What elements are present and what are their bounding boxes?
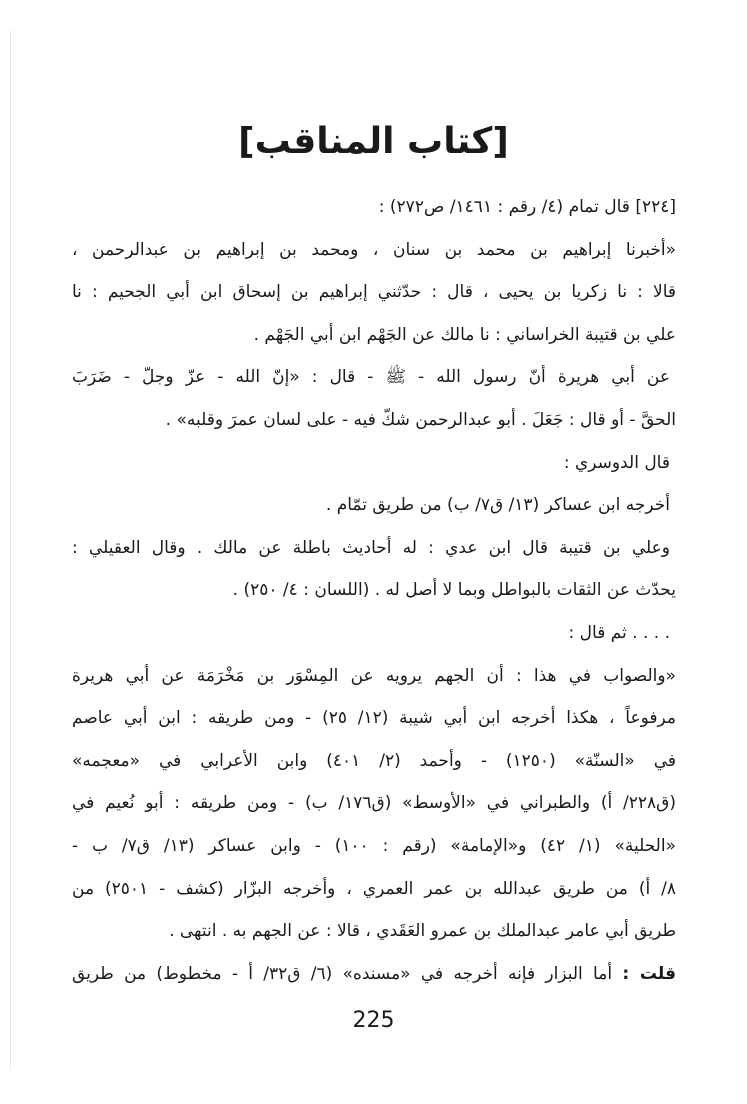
text-line-3: قالا : نا زكريا بن يحيى ، قال : حدّثني إبراهيم بن إسحاق ابن أبي الجحيم : نا [72, 282, 676, 303]
text-line-19 [72, 953, 676, 996]
text-line-8: أخرجه ابن عساكر (١٣/ ق٧/ ب) من طريق تمّام . [325, 495, 670, 516]
text-line-4: علي بن قتيبة الخراساني : نا مالك عن الجَهْم ابن أبي الجَهْم . [253, 324, 676, 345]
page-edge-line [10, 30, 11, 1070]
text-line-9: وعلي بن قتيبة قال ابن عدي : له أحاديث باطلة عن مالك . وقال العقيلي : [72, 537, 670, 558]
text-line-17: ٨/ أ) من طريق عبدالله بن عمر العمري ، وأخرجه البزّار (كشف - ٢٥٠١) من [72, 878, 676, 899]
text-line-15: (ق٢٢٨/ أ) والطبراني في «الأوسط» (ق١٧٦/ ب) - ومن طريقه : أبو نُعيم في [72, 793, 676, 814]
text-line-13: مرفوعاً ، هكذا أخرجه ابن أبي شيبة (١٢/ ٢٥) - ومن طريقه : ابن أبي عاصم [72, 708, 676, 729]
text-line-6: الحقَّ - أو قال : جَعَلَ . أبو عبدالرحمن شكّ فيه - على لسان عمرَ وقلبه» . [165, 409, 676, 430]
qult-text: أما البزار فإنه أخرجه في «مسنده» (٦/ ق٣٢/ أ - مخطوط) من طريق [72, 963, 623, 984]
text-line-2: «أخبرنا إبراهيم بن محمد بن سنان ، ومحمد بن إبراهيم بن عبدالرحمن ، [72, 239, 676, 260]
body-text [72, 186, 676, 995]
text-line-1: [٢٢٤] قال تمام (٤/ رقم : ١٤٦١/ ص٢٧٢) : [378, 197, 676, 217]
text-line-12: «والصواب في هذا : أن الجهم يرويه عن المِسْوَر بن مَخْرَمَة عن أبي هريرة [72, 665, 676, 686]
text-line-14: في «السنّة» (١٢٥٠) - وأحمد (٢/ ٤٠١) وابن الأعرابي في «معجمه» [72, 750, 676, 771]
text-line-5: عن أبي هريرة أنّ رسول الله - ﷺ - قال : «إنّ الله - عزّ وجلّ - ضَرَبَ [72, 367, 670, 388]
qult-label: قلت : [622, 963, 676, 984]
page-number: 225 [352, 1008, 395, 1033]
chapter-title: [كتاب المناقب] [238, 121, 509, 162]
text-line-16: «الحلية» (١/ ٤٢) و«الإمامة» (رقم : ١٠٠) - وابن عساكر (١٣/ ق٧/ ب - [72, 835, 676, 856]
text-line-7: قال الدوسري : [563, 452, 670, 473]
text-line-10: يحدّث عن الثقات بالبواطل وبما لا أصل له . (اللسان : ٤/ ٢٥٠) . [232, 580, 676, 601]
text-line-11: . . . . ثم قال : [568, 622, 670, 643]
text-line-18: طريق أبي عامر عبدالملك بن عمرو العَقَدي ، قالا : عن الجهم به . انتهى . [169, 921, 676, 942]
